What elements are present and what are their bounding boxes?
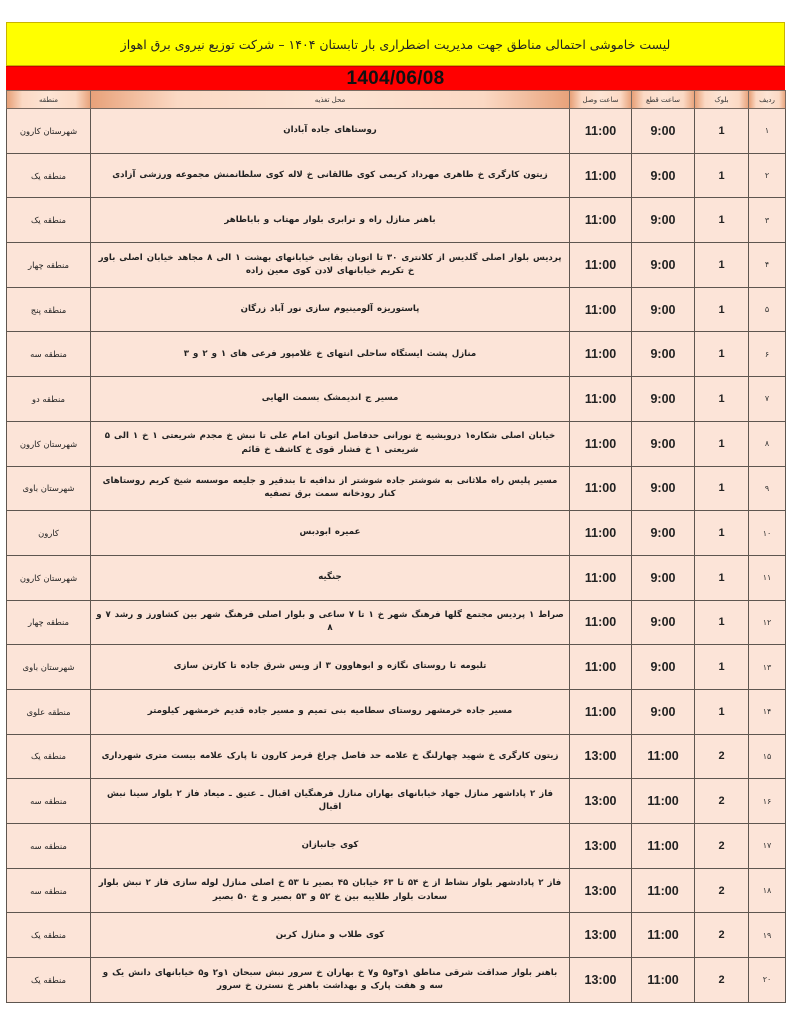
restore-time: 11:00 — [570, 377, 632, 422]
block-number: 1 — [695, 600, 749, 645]
cut-time: 9:00 — [632, 287, 695, 332]
feeding-location: خیابان اصلی شکاره۱ درویشیه خ نورانی حدفاصل اتوبان امام علی تا نبش خ مجدم شریعتی ۱ خ ۱ الی ۵ شریعتی ۱ خ فشار قوی خ کاشف خ قائم — [91, 421, 570, 466]
cut-time: 11:00 — [632, 868, 695, 913]
table-row — [7, 645, 786, 690]
restore-time: 13:00 — [570, 913, 632, 958]
restore-time: 11:00 — [570, 153, 632, 198]
zone-name: منطقه سه — [7, 824, 91, 869]
table-row — [7, 734, 786, 779]
block-number: 1 — [695, 645, 749, 690]
block-number: 2 — [695, 913, 749, 958]
zone-name: کارون — [7, 511, 91, 556]
cut-time: 9:00 — [632, 109, 695, 154]
table-row — [7, 466, 786, 511]
feeding-location: پاستوریزه آلومینیوم سازی نور آباد زرگان — [91, 287, 570, 332]
cut-time: 9:00 — [632, 198, 695, 243]
cut-time: 9:00 — [632, 243, 695, 288]
cut-time: 9:00 — [632, 645, 695, 690]
table-row — [7, 868, 786, 913]
restore-time: 11:00 — [570, 600, 632, 645]
row-number: ۱۰ — [749, 511, 786, 556]
header-zone: منطقه — [7, 91, 91, 109]
restore-time: 11:00 — [570, 243, 632, 288]
feeding-location: پردیس بلوار اصلی گلدیس از کلانتری ۳۰ تا اتوبان بقایی خیابانهای بهشت ۱ الی ۸ مجاهد خیابان اصلی باور خ تکریم خیابانهای لادن کوی معین زاده — [91, 243, 570, 288]
feeding-location: جنگیه — [91, 555, 570, 600]
document-title: لیست خاموشی احتمالی مناطق جهت مدیریت اضطراری بار تابستان ۱۴۰۴ – شرکت توزیع نیروی برق اهواز — [6, 22, 785, 66]
row-number: ۱۴ — [749, 689, 786, 734]
feeding-location: فاز ۲ پاداشهر منازل جهاد خیابانهای بهاران منازل فرهنگیان اقبال ـ عتیق ـ میعاد فاز ۲ بلوار سینا نبش اقبال — [91, 779, 570, 824]
table-row — [7, 421, 786, 466]
zone-name: منطقه یک — [7, 913, 91, 958]
header-row-number: ردیف — [749, 91, 786, 109]
feeding-location: تلبومه تا روستای نگازه و ابوهاوون ۳ از ویس شرق جاده تا کارتن سازی — [91, 645, 570, 690]
outage-table — [6, 90, 786, 1003]
zone-name: منطقه چهار — [7, 600, 91, 645]
restore-time: 13:00 — [570, 824, 632, 869]
header-cut-time: ساعت قطع — [632, 91, 695, 109]
cut-time: 11:00 — [632, 779, 695, 824]
block-number: 1 — [695, 377, 749, 422]
row-number: ۹ — [749, 466, 786, 511]
row-number: ۱۶ — [749, 779, 786, 824]
cut-time: 11:00 — [632, 958, 695, 1003]
feeding-location: عمیره ابودبس — [91, 511, 570, 556]
restore-time: 13:00 — [570, 734, 632, 779]
restore-time: 11:00 — [570, 466, 632, 511]
table-row — [7, 689, 786, 734]
zone-name: منطقه پنج — [7, 287, 91, 332]
cut-time: 11:00 — [632, 734, 695, 779]
zone-name: شهرستان کارون — [7, 555, 91, 600]
feeding-location: کوی جانبازان — [91, 824, 570, 869]
zone-name: منطقه علوی — [7, 689, 91, 734]
cut-time: 9:00 — [632, 377, 695, 422]
restore-time: 11:00 — [570, 645, 632, 690]
cut-time: 9:00 — [632, 555, 695, 600]
restore-time: 13:00 — [570, 779, 632, 824]
table-row — [7, 332, 786, 377]
table-row — [7, 913, 786, 958]
table-row — [7, 600, 786, 645]
zone-name: منطقه سه — [7, 332, 91, 377]
block-number: 1 — [695, 466, 749, 511]
block-number: 1 — [695, 511, 749, 556]
feeding-location: روستاهای جاده آبادان — [91, 109, 570, 154]
feeding-location: کوی طلاب و منازل کربن — [91, 913, 570, 958]
feeding-location: مسیر جاده خرمشهر روستای سطامیه بنی تمیم و مسیر جاده قدیم خرمشهر کیلومتر — [91, 689, 570, 734]
zone-name: منطقه یک — [7, 734, 91, 779]
restore-time: 11:00 — [570, 109, 632, 154]
table-row — [7, 377, 786, 422]
cut-time: 9:00 — [632, 511, 695, 556]
table-row — [7, 109, 786, 154]
restore-time: 11:00 — [570, 198, 632, 243]
row-number: ۱۲ — [749, 600, 786, 645]
row-number: ۴ — [749, 243, 786, 288]
table-row — [7, 824, 786, 869]
zone-name: منطقه یک — [7, 153, 91, 198]
row-number: ۲۰ — [749, 958, 786, 1003]
row-number: ۱۸ — [749, 868, 786, 913]
zone-name: منطقه دو — [7, 377, 91, 422]
feeding-location: فاز ۲ پادادشهر بلوار نشاط از خ ۵۴ تا ۶۳ خیابان ۴۵ بصیر تا ۵۳ خ اصلی منازل لوله سازی فاز ۲ نبش بلوار سعادت بلوار طلاییه بین خ ۵۲ و ۵۳ بصیر و خ ۵۰ بصیر — [91, 868, 570, 913]
restore-time: 11:00 — [570, 689, 632, 734]
cut-time: 11:00 — [632, 824, 695, 869]
zone-name: منطقه سه — [7, 868, 91, 913]
cut-time: 9:00 — [632, 466, 695, 511]
feeding-location: باهنر منازل راه و ترابری بلوار مهتاب و باباطاهر — [91, 198, 570, 243]
block-number: 1 — [695, 109, 749, 154]
table-row — [7, 287, 786, 332]
zone-name: شهرستان باوی — [7, 466, 91, 511]
block-number: 2 — [695, 734, 749, 779]
table-header-row — [7, 91, 786, 109]
block-number: 2 — [695, 868, 749, 913]
row-number: ۲ — [749, 153, 786, 198]
feeding-location: منازل پشت ایستگاه ساحلی انتهای خ غلامپور فرعی های ۱ و ۲ و ۳ — [91, 332, 570, 377]
row-number: ۳ — [749, 198, 786, 243]
row-number: ۱۷ — [749, 824, 786, 869]
zone-name: منطقه یک — [7, 958, 91, 1003]
feeding-location: باهنر بلوار صداقت شرقی مناطق ۱و۳و۵ و۷ خ بهاران خ سرور نبش سبحان ۱و۲ و۵ خیابانهای دانش یک و سه و هفت پارک و بهداشت باهنر خ نسترن خ سرور — [91, 958, 570, 1003]
block-number: 1 — [695, 243, 749, 288]
cut-time: 9:00 — [632, 421, 695, 466]
restore-time: 13:00 — [570, 958, 632, 1003]
zone-name: منطقه چهار — [7, 243, 91, 288]
header-block: بلوک — [695, 91, 749, 109]
restore-time: 11:00 — [570, 555, 632, 600]
feeding-location: صراط ۱ پردیس مجتمع گلها فرهنگ شهر خ ۱ تا ۷ ساعی و بلوار اصلی فرهنگ شهر بین کشاورز و رشد ۷ و ۸ — [91, 600, 570, 645]
cut-time: 9:00 — [632, 153, 695, 198]
table-row — [7, 511, 786, 556]
zone-name: منطقه یک — [7, 198, 91, 243]
restore-time: 11:00 — [570, 332, 632, 377]
cut-time: 9:00 — [632, 689, 695, 734]
feeding-location: زیتون کارگری خ شهید چهارلنگ خ علامه حد فاصل چراغ قرمز کارون تا پارک علامه بیست متری شهرداری — [91, 734, 570, 779]
zone-name: شهرستان کارون — [7, 109, 91, 154]
zone-name: شهرستان کارون — [7, 421, 91, 466]
block-number: 1 — [695, 287, 749, 332]
block-number: 1 — [695, 555, 749, 600]
restore-time: 11:00 — [570, 511, 632, 556]
cut-time: 9:00 — [632, 332, 695, 377]
table-row — [7, 958, 786, 1003]
cut-time: 9:00 — [632, 600, 695, 645]
row-number: ۱۱ — [749, 555, 786, 600]
block-number: 1 — [695, 153, 749, 198]
row-number: ۵ — [749, 287, 786, 332]
zone-name: منطقه سه — [7, 779, 91, 824]
header-location: محل تغذیه — [91, 91, 570, 109]
table-row — [7, 243, 786, 288]
outage-schedule-sheet — [6, 22, 785, 1003]
zone-name: شهرستان باوی — [7, 645, 91, 690]
header-restore-time: ساعت وصل — [570, 91, 632, 109]
table-row — [7, 198, 786, 243]
restore-time: 11:00 — [570, 287, 632, 332]
schedule-date: 1404/06/08 — [6, 66, 785, 90]
table-row — [7, 153, 786, 198]
feeding-location: مسیر پلیس راه ملاثانی به شوشتر جاده شوشتر از ندافیه تا بندقیر و جلیعه موسسه شیخ کریم روستاهای کنار رودخانه سمت برق تصفیه — [91, 466, 570, 511]
block-number: 1 — [695, 198, 749, 243]
block-number: 2 — [695, 824, 749, 869]
feeding-location: زیتون کارگری خ طاهری مهرداد کریمی کوی طالقانی خ لاله کوی سلطانمنش مجموعه ورزشی آزادی — [91, 153, 570, 198]
restore-time: 11:00 — [570, 421, 632, 466]
feeding-location: مسیر ج اندیمشک بسمت الهایی — [91, 377, 570, 422]
row-number: ۱۹ — [749, 913, 786, 958]
row-number: ۱۵ — [749, 734, 786, 779]
block-number: 1 — [695, 332, 749, 377]
row-number: ۸ — [749, 421, 786, 466]
block-number: 1 — [695, 421, 749, 466]
row-number: ۱ — [749, 109, 786, 154]
table-row — [7, 779, 786, 824]
row-number: ۶ — [749, 332, 786, 377]
cut-time: 11:00 — [632, 913, 695, 958]
block-number: 2 — [695, 958, 749, 1003]
table-row — [7, 555, 786, 600]
restore-time: 13:00 — [570, 868, 632, 913]
row-number: ۷ — [749, 377, 786, 422]
row-number: ۱۳ — [749, 645, 786, 690]
block-number: 1 — [695, 689, 749, 734]
block-number: 2 — [695, 779, 749, 824]
